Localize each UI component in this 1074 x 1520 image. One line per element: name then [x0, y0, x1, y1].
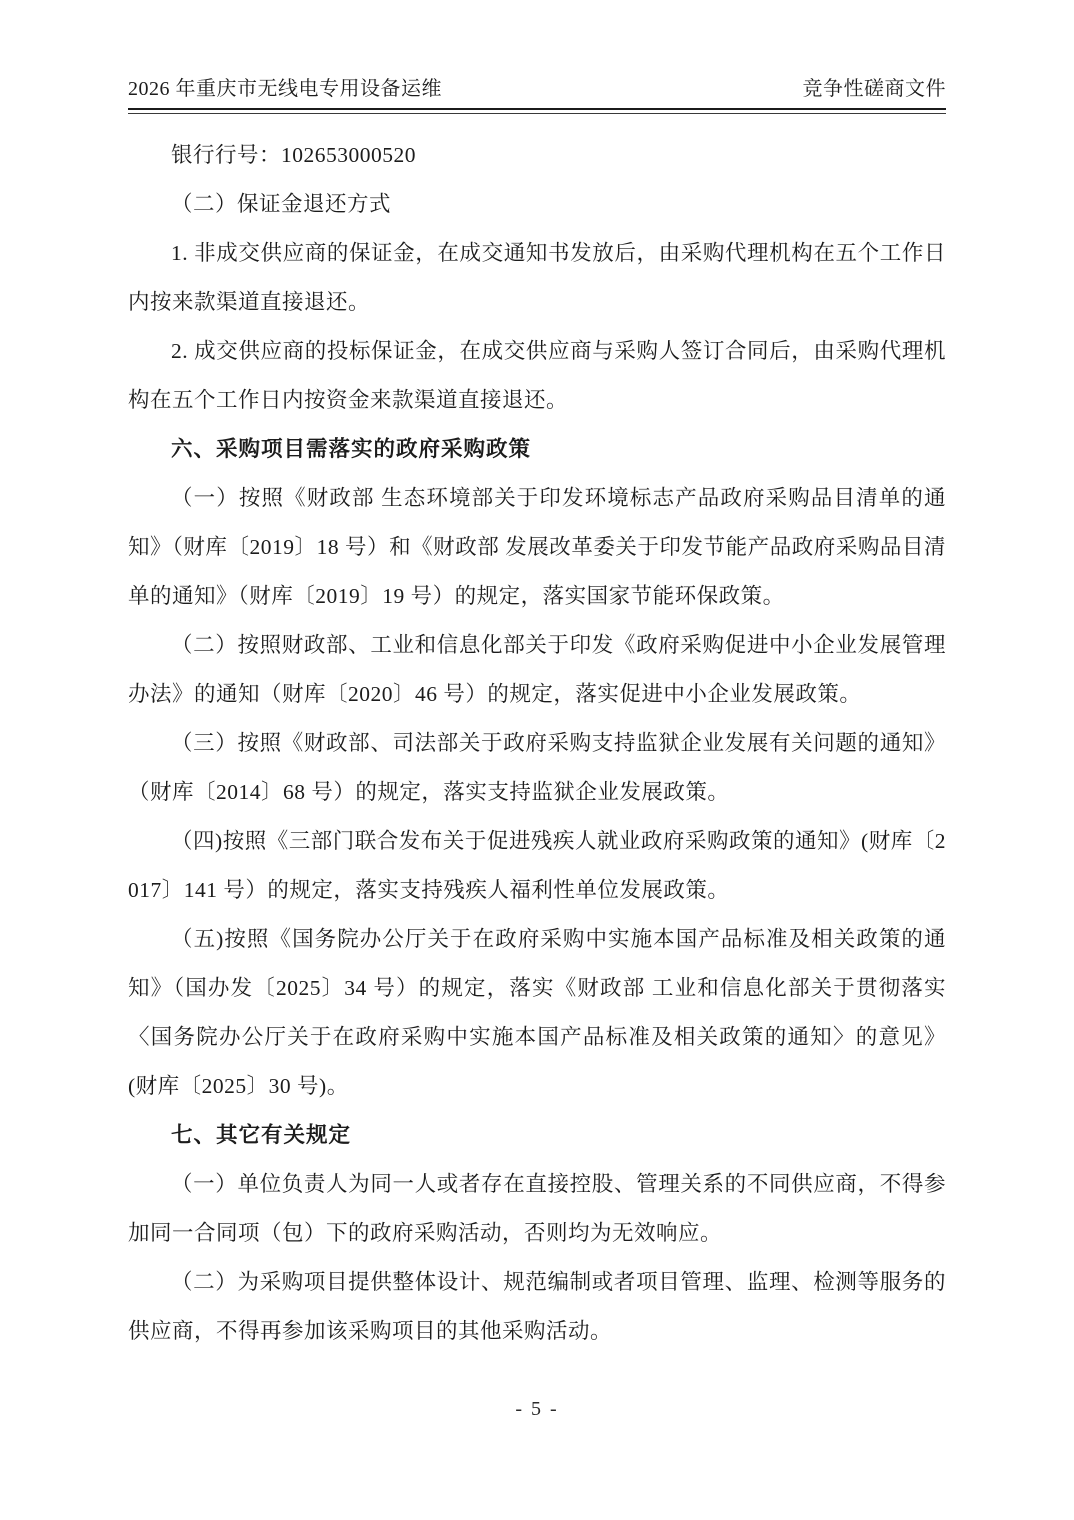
paragraph: （一）单位负责人为同一人或者存在直接控股、管理关系的不同供应商，不得参加同一合同项（包）下的政府采购活动，否则均为无效响应。	[128, 1172, 946, 1245]
paragraph: （一）按照《财政部 生态环境部关于印发环境标志产品政府采购品目清单的通知》（财库〔2019〕18 号）和《财政部 发展改革委关于印发节能产品政府采购品目清单的通知》（财库〔2019〕19 号）的规定，落实国家节能环保政策。	[128, 486, 946, 608]
section-heading: 七、其它有关规定	[171, 1123, 352, 1147]
section-heading: 六、采购项目需落实的政府采购政策	[171, 437, 532, 461]
paragraph: （二）保证金退还方式	[171, 192, 392, 216]
header-document-type: 竞争性磋商文件	[802, 78, 946, 100]
page-header	[128, 72, 946, 114]
header-rule-double-line	[128, 108, 946, 114]
paragraph: 1. 非成交供应商的保证金，在成交通知书发放后，由采购代理机构在五个工作日内按来款渠道直接退还。	[128, 241, 946, 314]
paragraph: （五)按照《国务院办公厅关于在政府采购中实施本国产品标准及相关政策的通知》（国办发〔2025〕34 号）的规定，落实《财政部 工业和信息化部关于贯彻落实〈国务院办公厅关于在政府采购中实施本国产品标准及相关政策的通知〉的意见》(财库〔2025〕30 号)。	[128, 927, 946, 1098]
paragraph: （四)按照《三部门联合发布关于促进残疾人就业政府采购政策的通知》(财库〔2017〕141 号）的规定，落实支持残疾人福利性单位发展政策。	[128, 829, 946, 902]
paragraph: （二）按照财政部、工业和信息化部关于印发《政府采购促进中小企业发展管理办法》的通知（财库〔2020〕46 号）的规定，落实促进中小企业发展政策。	[128, 633, 946, 706]
page-footer	[0, 1398, 1074, 1421]
page-number: - 5 -	[515, 1398, 559, 1420]
paragraph: 2. 成交供应商的投标保证金，在成交供应商与采购人签订合同后，由采购代理机构在五个工作日内按资金来款渠道直接退还。	[128, 339, 946, 412]
header-rule-thin-line	[128, 113, 946, 114]
document-body	[128, 131, 946, 1356]
header-row	[128, 72, 946, 108]
paragraph: （二）为采购项目提供整体设计、规范编制或者项目管理、监理、检测等服务的供应商，不得再参加该采购项目的其他采购活动。	[128, 1270, 946, 1343]
paragraph: 银行行号：102653000520	[171, 143, 417, 167]
header-project-title: 2026 年重庆市无线电专用设备运维	[128, 78, 442, 100]
paragraph: （三）按照《财政部、司法部关于政府采购支持监狱企业发展有关问题的通知》（财库〔2014〕68 号）的规定，落实支持监狱企业发展政策。	[128, 731, 946, 804]
